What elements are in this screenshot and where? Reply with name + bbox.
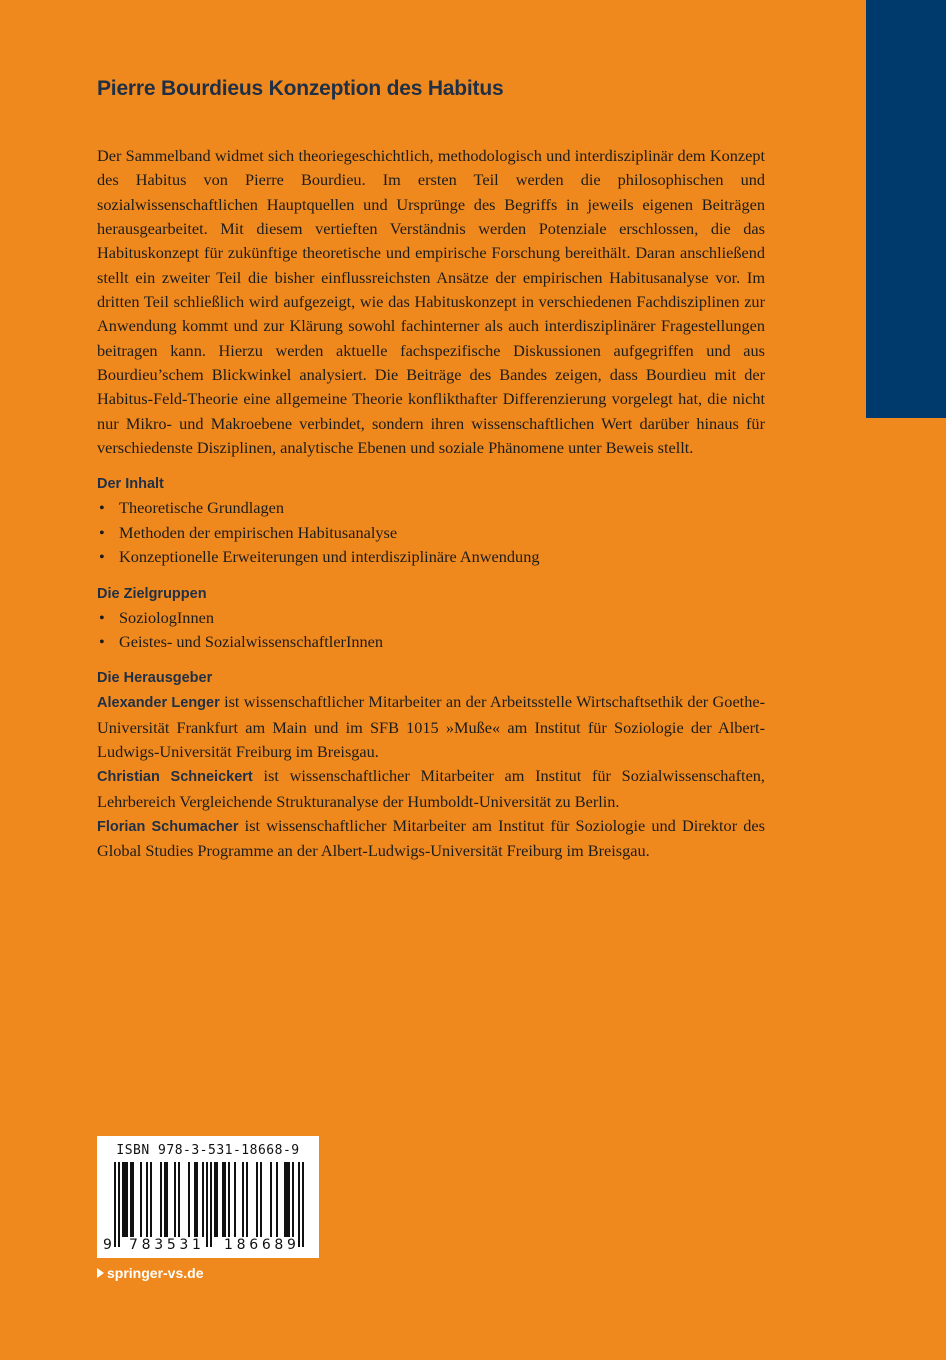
back-cover-text	[97, 72, 765, 864]
book-description: Der Sammelband widmet sich theoriegeschichtlich, methodologisch und interdisziplinär dem Konzept des Habitus von Pierre Bourdieu. Im ersten Teil werden die philosophischen und sozialwissenschaftlichen Hauptquellen und Ursprünge des Begriffs in jeweils eigenen Beiträgen herausgearbeitet. Mit diesem vertieften Verständnis werden Potenziale erschlossen, die das Habituskonzept für zukünftige theoretische und empirische Forschung bereithält. Daran anschließend stellt ein zweiter Teil die bisher einflussreichsten Ansätze der empirischen Habitusanalyse vor. Im dritten Teil schließlich wird aufgezeigt, wie das Habituskonzept in verschiedenen Fachdisziplinen zur Anwendung kommt und zur Klärung sowohl fachinterner als auch interdisziplinärer Fragestellungen beitragen kann. Hierzu werden aktuelle fachspezifische Diskussionen aufgegriffen und aus Bourdieu’schem Blickwinkel analysiert. Die Beiträge des Bandes zeigen, dass Bourdieu mit der Habitus-Feld-Theorie eine allgemeine Theorie konflikthafter Differenzierung vorgelegt hat, die nicht nur Mikro- und Makroebene verbindet, sondern ihren wissenschaftlichen Wert darüber hinaus für verschiedenste Disziplinen, analytische Ebenen und soziale Phänomene unter Beweis stellt.	[97, 146, 765, 458]
contents-section	[97, 472, 765, 569]
barcode-guard-bar	[118, 1162, 120, 1247]
barcode-bar	[292, 1162, 294, 1237]
bullet-icon: •	[99, 498, 105, 518]
barcode-bar	[146, 1162, 148, 1237]
editor-name: Christian Schneickert	[97, 769, 253, 786]
barcode-bar	[174, 1162, 176, 1237]
barcode-bar	[234, 1162, 236, 1237]
list-item	[97, 496, 765, 520]
list-item-text: Konzeptionelle Erweiterungen und interdisziplinäre Anwendung	[119, 547, 540, 567]
bullet-icon: •	[99, 522, 105, 542]
editor-name: Florian Schumacher	[97, 818, 239, 835]
barcode-bar	[286, 1162, 288, 1237]
barcode-bar	[276, 1162, 278, 1237]
barcode-bar	[214, 1162, 216, 1237]
barcode-guard-bar	[210, 1162, 212, 1247]
book-title: Pierre Bourdieus Konzeption des Habitus	[97, 77, 504, 100]
barcode-bar	[164, 1162, 166, 1237]
barcode-bar	[256, 1162, 258, 1237]
contents-heading: Der Inhalt	[97, 476, 164, 493]
barcode-bar	[140, 1162, 142, 1237]
barcode-bar	[188, 1162, 190, 1237]
barcode-bar	[132, 1162, 134, 1237]
list-item-text: Theoretische Grundlagen	[119, 498, 285, 518]
audience-heading: Die Zielgruppen	[97, 585, 207, 602]
editors-heading: Die Herausgeber	[97, 670, 213, 687]
list-item	[97, 606, 765, 630]
editors-section	[97, 666, 765, 863]
editor-entry	[97, 764, 765, 814]
bullet-icon: •	[99, 607, 105, 627]
ean-right-digits: 186689	[224, 1237, 300, 1253]
audience-list	[97, 606, 765, 655]
barcode-bar	[270, 1162, 272, 1237]
publisher-url: springer-vs.de	[107, 1265, 204, 1281]
barcode-guard-bar	[298, 1162, 300, 1247]
isbn-barcode	[97, 1136, 319, 1258]
barcode-bar	[284, 1162, 286, 1237]
barcode-bar	[202, 1162, 204, 1237]
barcode-bar	[246, 1162, 248, 1237]
barcode-bar	[224, 1162, 226, 1237]
barcode-bar	[288, 1162, 290, 1237]
barcode-bar	[194, 1162, 196, 1237]
barcode-guard-bar	[114, 1162, 116, 1247]
isbn-label: ISBN 978-3-531-18668-9	[116, 1143, 300, 1158]
barcode-bar	[178, 1162, 180, 1237]
barcode-guard-bar	[302, 1162, 304, 1247]
list-item-text: Geistes- und SozialwissenschaftlerInnen	[119, 631, 384, 651]
editor-name: Alexander Lenger	[97, 695, 220, 712]
accent-bar	[866, 0, 946, 418]
barcode-bar	[150, 1162, 152, 1237]
ean-left-digits: 783531	[129, 1237, 205, 1253]
barcode-bar	[242, 1162, 244, 1237]
list-item	[97, 545, 765, 569]
barcode-bar	[166, 1162, 168, 1237]
list-item	[97, 630, 765, 654]
list-item-text: Methoden der empirischen Habitusanalyse	[119, 522, 398, 542]
contents-list	[97, 496, 765, 569]
ean-first-digit: 9	[103, 1237, 112, 1253]
barcode-bar	[196, 1162, 198, 1237]
barcode-bar	[216, 1162, 218, 1237]
editor-entry	[97, 690, 765, 764]
barcode-bar	[126, 1162, 128, 1237]
editor-bio: ist wissenschaftlicher Mitarbeiter am Institut für Soziologie und Direktor des Global Studies Programme an der Albert-Ludwigs-Universität Freiburg im Breisgau.	[97, 815, 765, 861]
barcode-bar	[260, 1162, 262, 1237]
barcode-bar	[122, 1162, 124, 1237]
barcode-bar	[160, 1162, 162, 1237]
barcode-guard-bar	[206, 1162, 208, 1247]
editor-bio: ist wissenschaftlicher Mitarbeiter an der Arbeitsstelle Wirtschaftsethik der Goethe-Universität Frankfurt am Main und im SFB 1015 »Muße« am Institut für Soziologie der Albert-Ludwigs-Universität Freiburg im Breisgau.	[97, 692, 765, 761]
barcode-bar	[124, 1162, 126, 1237]
barcode-bar	[130, 1162, 132, 1237]
editor-entry	[97, 814, 765, 864]
publisher-link[interactable]	[97, 1263, 203, 1283]
list-item	[97, 521, 765, 545]
arrow-right-icon	[97, 1268, 104, 1278]
audience-section	[97, 582, 765, 655]
bullet-icon: •	[99, 547, 105, 567]
bullet-icon: •	[99, 631, 105, 651]
barcode-bar	[222, 1162, 224, 1237]
list-item-text: SoziologInnen	[119, 607, 214, 627]
barcode-bar	[228, 1162, 230, 1237]
editor-bio: ist wissenschaftlicher Mitarbeiter am Institut für Sozialwissenschaften, Lehrbereich Vergleichende Strukturanalyse der Humboldt-Universität zu Berlin.	[97, 766, 766, 811]
